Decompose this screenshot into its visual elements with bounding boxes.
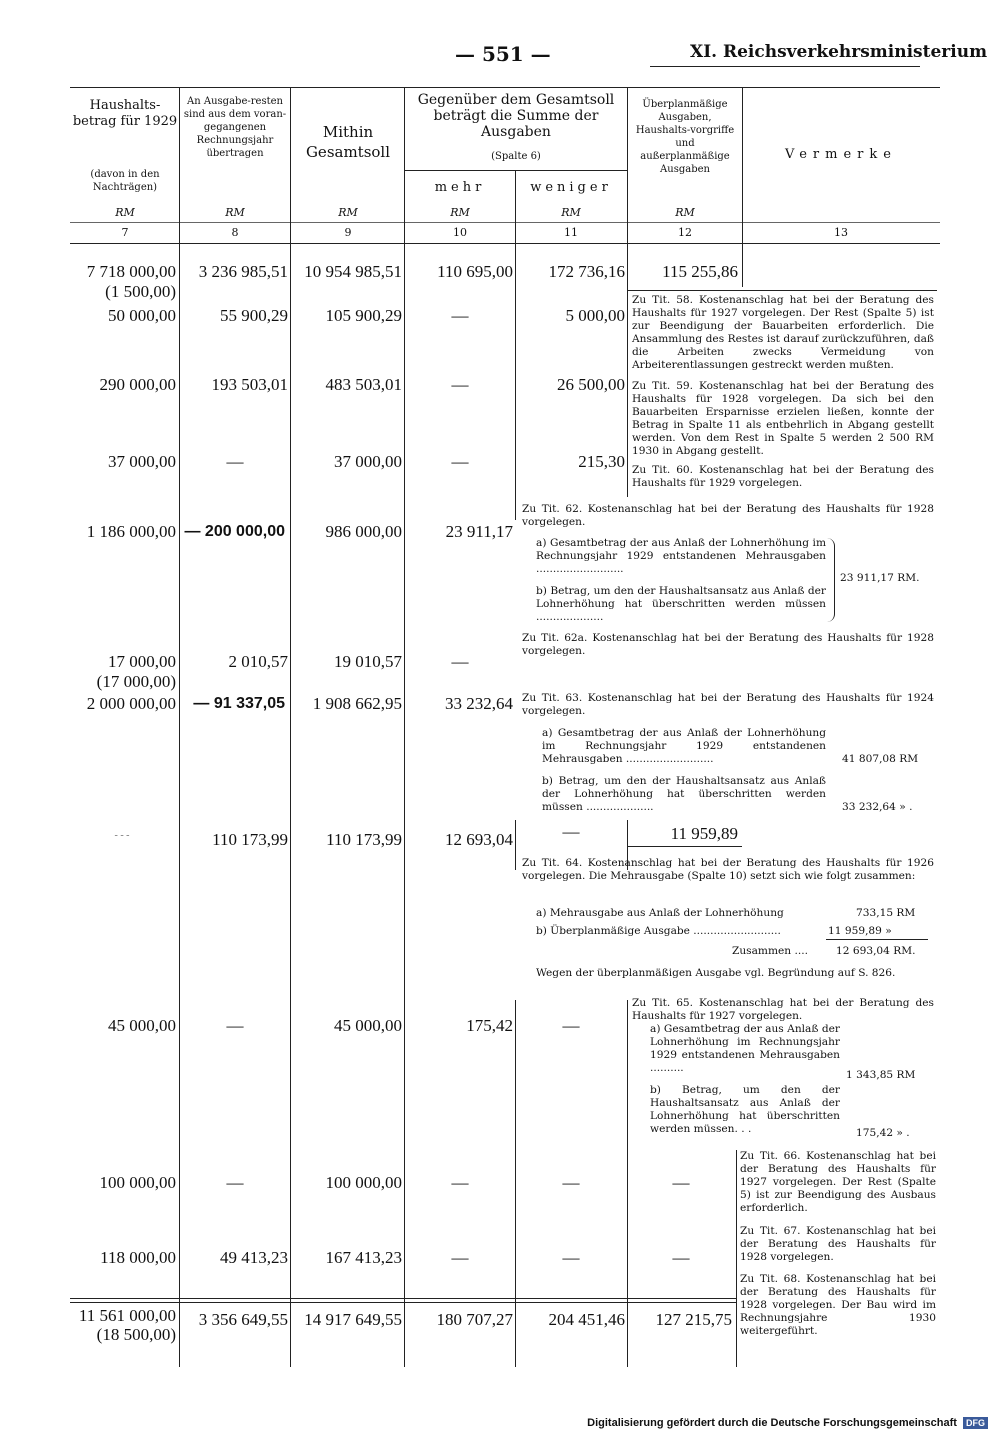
col9-number: 9 xyxy=(344,226,352,239)
note-tit-64-a: a) Mehrausgabe aus Anlaß der Lohnerhöhung xyxy=(536,907,784,919)
note-tit-63-a-val: 41 807,08 RM xyxy=(842,753,919,765)
r10-c10: — xyxy=(451,1173,469,1192)
total-c12: 127 215,75 xyxy=(655,1310,732,1329)
r9-c10: 175,42 xyxy=(466,1016,513,1035)
r3-c7: 290 000,00 xyxy=(99,375,176,394)
note-tit-67: Zu Tit. 67. Kostenanschlag hat bei der Beratung des Haushalts für 1928 vorgelegen. xyxy=(740,1225,936,1263)
r1-c9: 10 954 985,51 xyxy=(304,262,402,281)
col7-title: Haushalts-betrag für 1929 xyxy=(72,98,178,129)
section-title: XI. Reichsverkehrsministerium xyxy=(690,42,988,62)
r1-c7b: (1 500,00) xyxy=(105,282,176,301)
r7-c10: 33 232,64 xyxy=(445,694,513,713)
total-c7b: (18 500,00) xyxy=(96,1325,176,1344)
note-tit-63: Zu Tit. 63. Kostenanschlag hat bei der Beratung des Haushalts für 1924 vorgelegen. xyxy=(522,692,934,717)
r11-c7: 118 000,00 xyxy=(100,1248,176,1267)
col12-unit: RM xyxy=(675,206,695,219)
r4-c10: — xyxy=(451,452,469,471)
r9-c9: 45 000,00 xyxy=(334,1016,402,1035)
r8-c12: 11 959,89 xyxy=(670,824,738,843)
note-tit-62a: Zu Tit. 62a. Kostenanschlag hat bei der Beratung des Haushalts für 1928 vorgelegen. xyxy=(522,632,934,657)
total-rule-1 xyxy=(70,1298,736,1299)
note-tit-68: Zu Tit. 68. Kostenanschlag hat bei der Beratung des Haushalts für 1928 vorgelegen. Der Bau wird im Rechnungsjahre 1930 weitergeführt. xyxy=(740,1273,936,1337)
col7-sub: (davon in den Nachträgen) xyxy=(90,169,160,193)
total-c7: 11 561 000,00 xyxy=(78,1306,176,1325)
note-tit-65-a: a) Gesamtbetrag der aus Anlaß der Lohnerhöhung im Rechnungsjahr 1929 entstandenen Mehrausgaben .......... xyxy=(650,1023,840,1074)
total-c10: 180 707,27 xyxy=(436,1310,513,1329)
note-tit-58: Zu Tit. 58. Kostenanschlag hat bei der Beratung des Haushalts für 1927 vorgelegen. Der Rest (Spalte 5) ist zur Beendigung der Bauarbeiten erforderlich. Die Ansammlung des Restes ist darauf zurückzuführen, daß die Arbeiten zwecks Vermeidung von Arbeiterentlassungen gestreckt werden mußten. xyxy=(632,294,934,371)
r6-c10: — xyxy=(451,652,469,671)
r10-c12: — xyxy=(672,1173,690,1192)
col-divider-11-12-a xyxy=(627,87,628,497)
col-divider-12-13-b xyxy=(736,1150,737,1367)
total-c8: 3 356 649,55 xyxy=(198,1310,288,1329)
note-tit-65-a-val: 1 343,85 RM xyxy=(846,1069,916,1081)
unit-row-rule xyxy=(70,222,940,223)
header-bottom-rule xyxy=(70,243,940,244)
r3-c10: — xyxy=(451,375,469,394)
col-divider-10-11-b xyxy=(515,820,516,870)
r8-c10: 12 693,04 xyxy=(445,830,513,849)
note-tit-62: Zu Tit. 62. Kostenanschlag hat bei der Beratung des Haushalts für 1928 vorgelegen. xyxy=(522,503,934,528)
note-tit-64: Zu Tit. 64. Kostenanschlag hat bei der Beratung des Haushalts für 1926 vorgelegen. Die Mehrausgabe (Spalte 10) setzt sich wie folgt zusammen: xyxy=(522,857,934,882)
note-tit-63-b: b) Betrag, um den der Haushaltsansatz aus Anlaß der Lohnerhöhung hat überschritten werden müssen .................... xyxy=(542,775,826,813)
col13-number: 13 xyxy=(834,226,848,239)
footer-credit xyxy=(587,1417,988,1429)
col8-number: 8 xyxy=(231,226,239,239)
dfg-logo: DFG xyxy=(963,1417,988,1429)
group-title: Gegenüber dem Gesamtsoll beträgt die Summe der Ausgaben xyxy=(417,92,615,140)
note-tit-62-b: b) Betrag, um den der Haushaltsansatz aus Anlaß der Lohnerhöhung hat überschritten werden müssen .................... xyxy=(536,585,826,623)
r2-c9: 105 900,29 xyxy=(325,306,402,325)
col13-title: Vermerke xyxy=(785,147,897,162)
col11-number: 11 xyxy=(564,226,578,239)
group-sub: (Spalte 6) xyxy=(491,151,541,162)
col-divider-12-13-a xyxy=(742,87,743,287)
r1-c8: 3 236 985,51 xyxy=(198,262,288,281)
note-tit-65-b-val: 175,42 » . xyxy=(856,1127,910,1139)
r6-c9: 19 010,57 xyxy=(334,652,402,671)
r9-c7: 45 000,00 xyxy=(108,1016,176,1035)
r1-c10: 110 695,00 xyxy=(437,262,513,281)
r2-c7: 50 000,00 xyxy=(108,306,176,325)
note-tit-66: Zu Tit. 66. Kostenanschlag hat bei der Beratung des Haushalts für 1927 vorgelegen. Der Rest (Spalte 5) ist zur Beendigung des Ausbaus erforderlich. xyxy=(740,1150,936,1214)
col8-title: An Ausgabe-resten sind aus dem voran-gegangenen Rechnungsjahr übertragen xyxy=(183,96,287,159)
r1-c11: 172 736,16 xyxy=(548,262,625,281)
r5-c8: — 200 000,00 xyxy=(184,523,285,540)
r4-c9: 37 000,00 xyxy=(334,452,402,471)
col7-number: 7 xyxy=(121,226,129,239)
total-c11: 204 451,46 xyxy=(548,1310,625,1329)
r4-c8: — xyxy=(226,452,244,471)
col12-number: 12 xyxy=(678,226,692,239)
col11-unit: RM xyxy=(561,206,581,219)
r1-c12: 115 255,86 xyxy=(662,262,738,281)
r8-c8: 110 173,99 xyxy=(212,830,288,849)
r8-c9: 110 173,99 xyxy=(326,830,402,849)
col12-title: Überplanmäßige Ausgaben, Haushalts-vorgriffe und außerplanmäßige Ausgaben xyxy=(635,99,735,175)
page-number: — 551 — xyxy=(455,42,551,66)
r5-c7: 1 186 000,00 xyxy=(86,522,176,541)
r9-c8: — xyxy=(226,1016,244,1035)
r11-c9: 167 413,23 xyxy=(325,1248,402,1267)
table-top-rule xyxy=(70,87,940,88)
note-tit-62-sum: 23 911,17 RM. xyxy=(840,572,920,584)
note-tit-64-b-val: 11 959,89 » xyxy=(828,925,892,937)
total-c9: 14 917 649,55 xyxy=(304,1310,402,1329)
col-divider-9-10 xyxy=(404,87,405,1367)
col11-title: weniger xyxy=(530,180,612,195)
title-underline xyxy=(650,66,920,67)
note-tit-65-b: b) Betrag, um den der Haushaltsansatz aus Anlaß der Lohnerhöhung hat überschritten werden müssen. . . xyxy=(650,1084,840,1135)
col10-number: 10 xyxy=(453,226,467,239)
r7-c8: — 91 337,05 xyxy=(193,695,285,712)
col-divider-7-8 xyxy=(179,87,180,1367)
note-tit-65: Zu Tit. 65. Kostenanschlag hat bei der Beratung des Haushalts für 1927 vorgelegen. xyxy=(632,997,934,1022)
total-rule-2 xyxy=(70,1302,736,1303)
r4-c7: 37 000,00 xyxy=(108,452,176,471)
col9-unit: RM xyxy=(338,206,358,219)
r10-c8: — xyxy=(226,1173,244,1192)
col9-title: Mithin Gesamtsoll xyxy=(305,123,391,161)
r11-c11: — xyxy=(562,1248,580,1267)
r8-c11: — xyxy=(562,822,580,841)
notes-rule-58 xyxy=(627,290,937,291)
note-tit-64-b: b) Überplanmäßige Ausgabe .......................... xyxy=(536,925,781,937)
col-divider-10-11-c xyxy=(515,1000,516,1367)
col7-unit: RM xyxy=(115,206,135,219)
note-tit-63-a: a) Gesamtbetrag der aus Anlaß der Lohnerhöhung im Rechnungsjahr 1929 entstandenen Mehrausgaben .......................... xyxy=(542,727,826,765)
footer-text: Digitalisierung gefördert durch die Deutsche Forschungsgemeinschaft xyxy=(587,1417,957,1429)
note-tit-60: Zu Tit. 60. Kostenanschlag hat bei der Beratung des Haushalts für 1929 vorgelegen. xyxy=(632,464,934,489)
col-divider-10-11-a xyxy=(515,170,516,520)
col10-title: mehr xyxy=(434,180,486,195)
r3-c8: 193 503,01 xyxy=(211,375,288,394)
note-tit-64-ref: Wegen der überplanmäßigen Ausgabe vgl. Begründung auf S. 826. xyxy=(536,967,896,979)
r8-c12-underline xyxy=(627,846,742,847)
r11-c10: — xyxy=(451,1248,469,1267)
r11-c12: — xyxy=(672,1248,690,1267)
r5-c9: 986 000,00 xyxy=(325,522,402,541)
r3-c11: 26 500,00 xyxy=(557,375,625,394)
r10-c7: 100 000,00 xyxy=(99,1173,176,1192)
note-tit-64-a-val: 733,15 RM xyxy=(856,907,916,919)
col10-unit: RM xyxy=(450,206,470,219)
col-divider-11-12-c xyxy=(627,1000,628,1367)
r2-c10: — xyxy=(451,306,469,325)
r7-c7: 2 000 000,00 xyxy=(86,694,176,713)
r6-c7b: (17 000,00) xyxy=(96,672,176,691)
note-tit-64-sum-val: 12 693,04 RM. xyxy=(836,945,916,957)
r7-c9: 1 908 662,95 xyxy=(312,694,402,713)
r2-c8: 55 900,29 xyxy=(220,306,288,325)
r8-c7: - - - xyxy=(114,830,130,841)
note-tit-59: Zu Tit. 59. Kostenanschlag hat bei der Beratung des Haushalts für 1928 vorgelegen. Da sich bei den Bauarbeiten Ersparnisse erzielen ließen, konnte der Betrag in Spalte 11 als entbehrlich in Abgang gestellt werden. Von dem Rest in Spalte 5 werden 2 500 RM 1930 in Abgang gestellt. xyxy=(632,380,934,457)
r4-c11: 215,30 xyxy=(578,452,625,471)
note-64-sum-rule xyxy=(826,939,928,940)
brace-62 xyxy=(826,538,835,622)
r3-c9: 483 503,01 xyxy=(325,375,402,394)
r10-c11: — xyxy=(562,1173,580,1192)
note-tit-64-sum-label: Zusammen .... xyxy=(732,945,808,957)
note-tit-62-a: a) Gesamtbetrag der aus Anlaß der Lohnerhöhung im Rechnungsjahr 1929 entstandenen Mehrausgaben .......................... xyxy=(536,537,826,575)
r6-c8: 2 010,57 xyxy=(228,652,288,671)
col-divider-8-9 xyxy=(290,87,291,1367)
r6-c7: 17 000,00 xyxy=(108,652,176,671)
r11-c8: 49 413,23 xyxy=(220,1248,288,1267)
r10-c9: 100 000,00 xyxy=(325,1173,402,1192)
r1-c7: 7 718 000,00 xyxy=(86,262,176,281)
col8-unit: RM xyxy=(225,206,245,219)
r5-c10: 23 911,17 xyxy=(445,522,513,541)
r2-c11: 5 000,00 xyxy=(565,306,625,325)
r9-c11: — xyxy=(562,1016,580,1035)
note-tit-63-b-val: 33 232,64 » . xyxy=(842,801,913,813)
